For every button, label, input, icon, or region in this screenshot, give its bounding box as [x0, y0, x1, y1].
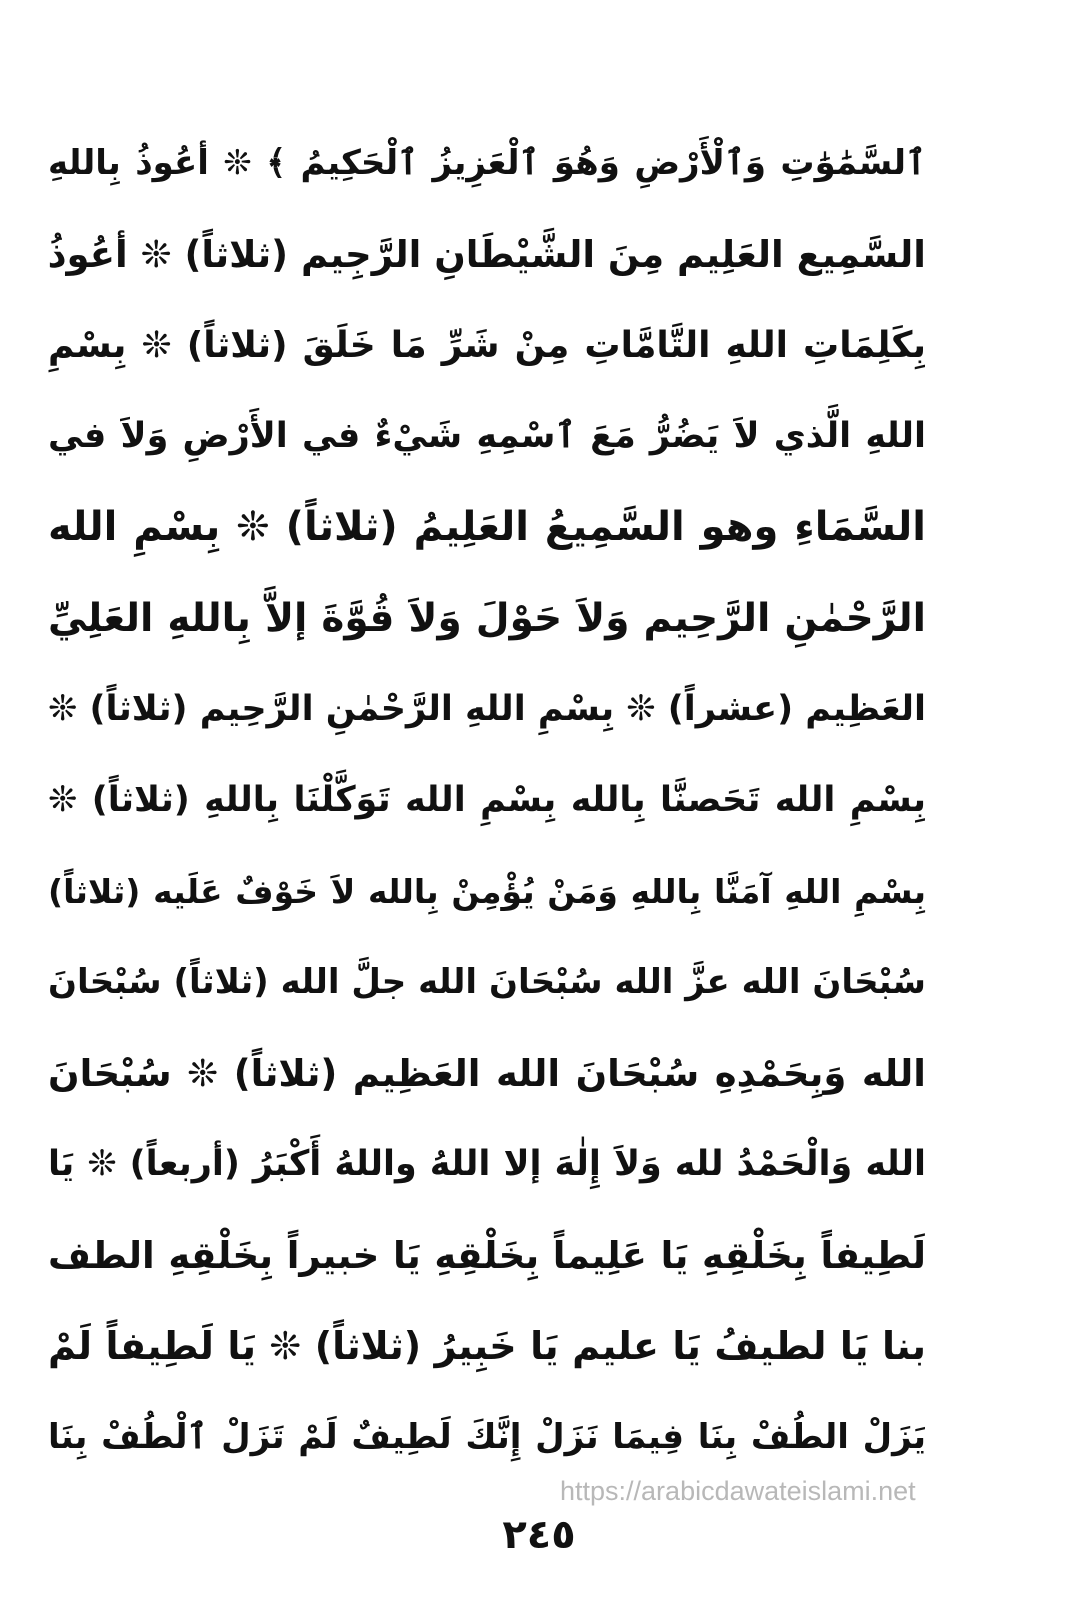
text-line: ٱلسَّمَٰوَٰتِ وَٱلْأَرْضِ وَهُوَ ٱلْعَزِيزُ ٱلْحَكِيمُ ﴾ ❊ أعُوذُ بِاللهِ — [48, 143, 926, 183]
page-number: ٢٤٥ — [502, 1512, 576, 1558]
text-line: بِكَلِمَاتِ اللهِ التَّامَّاتِ مِنْ شَرِّ مَا خَلَقَ (ثلاثاً) ❊ بِسْمِ — [48, 325, 926, 366]
arabic-text-block — [48, 118, 926, 1483]
text-line: بنا يَا لطيفُ يَا عليم يَا خَبِيرُ (ثلاثاً) ❊ يَا لَطِيفاً لَمْ — [48, 1324, 926, 1368]
watermark-url: https://arabicdawateislami.net — [560, 1476, 916, 1506]
text-line: اللهِ الَّذي لاَ يَضُرُّ مَعَ ٱسْمِهِ شَيْءٌ في الأَرْضِ وَلاَ في — [48, 416, 926, 456]
text-line: السَّمِيع العَلِيم مِنَ الشَّيْطَانِ الرَّجِيم (ثلاثاً) ❊ أعُوذُ — [48, 233, 926, 276]
text-line: العَظِيم (عشراً) ❊ بِسْمِ اللهِ الرَّحْمٰنِ الرَّحِيم (ثلاثاً) ❊ — [48, 689, 926, 729]
text-line: الله وَبِحَمْدِهِ سُبْحَانَ الله العَظِيم (ثلاثاً) ❊ سُبْحَانَ — [48, 1052, 926, 1095]
text-line: يَزَلْ الطُفْ بِنَا فِيمَا نَزَلْ إِنَّكَ لَطِيفٌ لَمْ تَزَلْ ٱلْطُفْ بِنَا — [48, 1417, 926, 1457]
text-line: السَّمَاءِ وهو السَّمِيعُ العَلِيمُ (ثلاثاً) ❊ بِسْمِ الله — [48, 504, 926, 550]
text-line: بِسْمِ اللهِ آمَنَّا بِاللهِ وَمَنْ يُؤْمِنْ بِالله لاَ خَوْفٌ عَلَيه (ثلاثاً) — [48, 872, 926, 911]
text-line: سُبْحَانَ الله عزَّ الله سُبْحَانَ الله جلَّ الله (ثلاثاً) سُبْحَانَ — [48, 962, 926, 1002]
text-line: الرَّحْمٰنِ الرَّحِيم وَلاَ حَوْلَ وَلاَ قُوَّةَ إلاَّ بِاللهِ العَلِيِّ — [48, 596, 926, 641]
text-line: لَطِيفاً بِخَلْقِهِ يَا عَلِيماً بِخَلْقِهِ يَا خبيراً بِخَلْقِهِ الطف — [48, 1234, 926, 1277]
text-line: الله وَالْحَمْدُ لله وَلاَ إِلٰهَ إلا اللهُ واللهُ أَكْبَرُ (أربعاً) ❊ يَا — [48, 1144, 926, 1184]
text-line: بِسْمِ الله تَحَصنَّا بِالله بِسْمِ الله تَوَكَّلْنَا بِاللهِ (ثلاثاً) ❊ — [48, 780, 926, 820]
